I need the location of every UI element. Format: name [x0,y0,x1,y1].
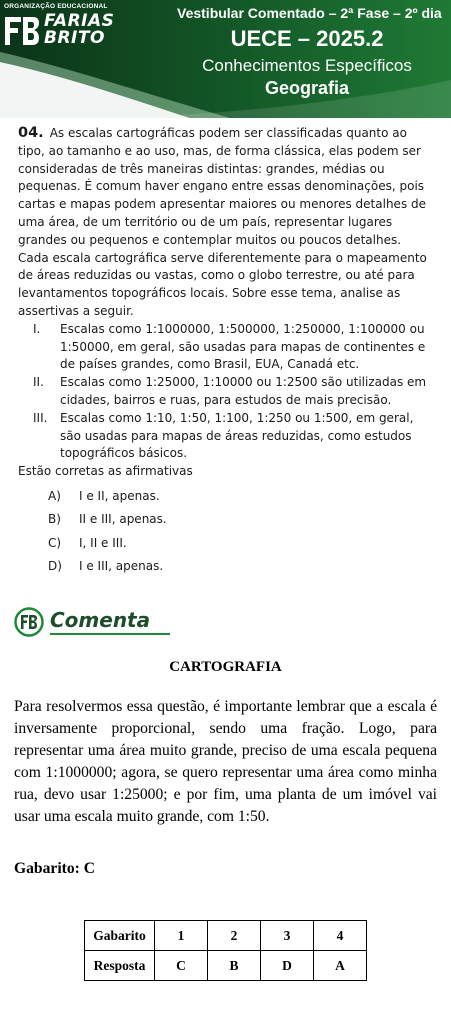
answer-options [18,485,431,579]
organization-label: ORGANIZAÇÃO EDUCACIONAL [4,3,108,10]
area-label: Conhecimentos Específicos [202,56,412,75]
option-letter: A) [48,488,61,503]
table-cell: 4 [314,921,367,951]
comenta-underline [50,633,170,635]
table-cell: D [261,951,314,981]
question-stem-paragraph [18,125,431,321]
assertion-text: Escalas como 1:25000, 1:10000 ou 1:2500 são utilizadas em cidades, bairros e ruas, para estudos de mais precisão. [60,375,427,407]
table-row [85,921,367,951]
table-cell: 3 [261,921,314,951]
assertion-number: I. [33,321,41,336]
question-block [18,125,431,579]
option-c [18,532,431,556]
assertion-item [18,374,431,410]
farias-brito-logo-icon [14,607,44,637]
logo-word-farias: FARIAS [44,11,115,31]
assertion-item [18,410,431,463]
question-stem: As escalas cartográficas podem ser classificadas quanto ao tipo, ao tamanho e ao uso, mas, de forma clássica, elas podem ser consideradas de três maneiras distintas: grandes, médias ou pequenas. É comum haver engano entre essas denominações, pois cartas e mapas podem apresentar maiores ou menores detalhes de uma área, de um território ou de um país, representar lugares grandes ou pequenos e contemplar muitos ou poucos detalhes. Cada escala cartográfica serve diferentemente para o mapeamento de áreas reduzidas ou vastas, como o globo terrestre, ou até para levantamentos topográficos locais. Sobre esse tema, analise as assertivas a seguir. [18,126,427,318]
comenta-heading [14,607,164,637]
option-letter: D) [48,559,62,574]
assertion-list [18,321,431,463]
fb-logo-icon [4,15,40,47]
answer-table [84,920,367,981]
option-d [18,555,431,579]
option-a [18,485,431,509]
comenta-label: Comenta [50,608,151,632]
assertion-text: Escalas como 1:10, 1:50, 1:100, 1:250 ou 1:500, em geral, são usadas para mapas de áreas reduzidas, como estudos topográficos básicos. [60,410,414,461]
farias-brito-logo [4,13,134,53]
exam-title: UECE – 2025.2 [230,26,384,51]
exam-line: Vestibular Comentado – 2ª Fase – 2º dia [177,5,442,21]
option-text: II e III, apenas. [79,512,167,527]
question-number: 04. [18,125,44,141]
table-cell: B [208,951,261,981]
assertion-number: II. [33,375,44,390]
table-cell: 2 [208,921,261,951]
table-row [85,951,367,981]
option-text: I, II e III. [79,535,127,550]
option-text: I e III, apenas. [79,559,164,574]
commentary-title: CARTOGRAFIA [169,659,282,675]
assertion-text: Escalas como 1:1000000, 1:500000, 1:250000, 1:100000 ou 1:50000, em geral, são usadas para mapas de continentes e de países grandes, como Brasil, EUA, Canadá etc. [60,321,426,372]
table-row-label: Resposta [85,951,155,981]
option-text: I e II, apenas. [79,488,160,503]
table-cell: C [155,951,208,981]
option-letter: C) [48,535,62,550]
table-row-label: Gabarito [85,921,155,951]
question-prompt: Estão corretas as afirmativas [18,464,193,479]
assertion-item [18,321,431,374]
table-cell: 1 [155,921,208,951]
assertion-number: III. [33,410,48,425]
page-header [0,0,451,118]
answer-key: Gabarito: C [14,860,95,877]
option-b [18,508,431,532]
commentary-body: Para resolvermos essa questão, é importante lembrar que a escala é inversamente proporcional, sendo uma fração. Logo, para representar uma área muito grande, preciso de uma escala pequena com 1:1000000; agora, se quero representar uma área como minha rua, devo usar 1:25000; e por fim, uma planta de um imóvel vai usar uma escala muito grande, com 1:50. [14,698,437,825]
logo-word-brito: BRITO [44,28,105,48]
option-letter: B) [48,512,61,527]
subject-label: Geografia [264,78,350,98]
table-cell: A [314,951,367,981]
